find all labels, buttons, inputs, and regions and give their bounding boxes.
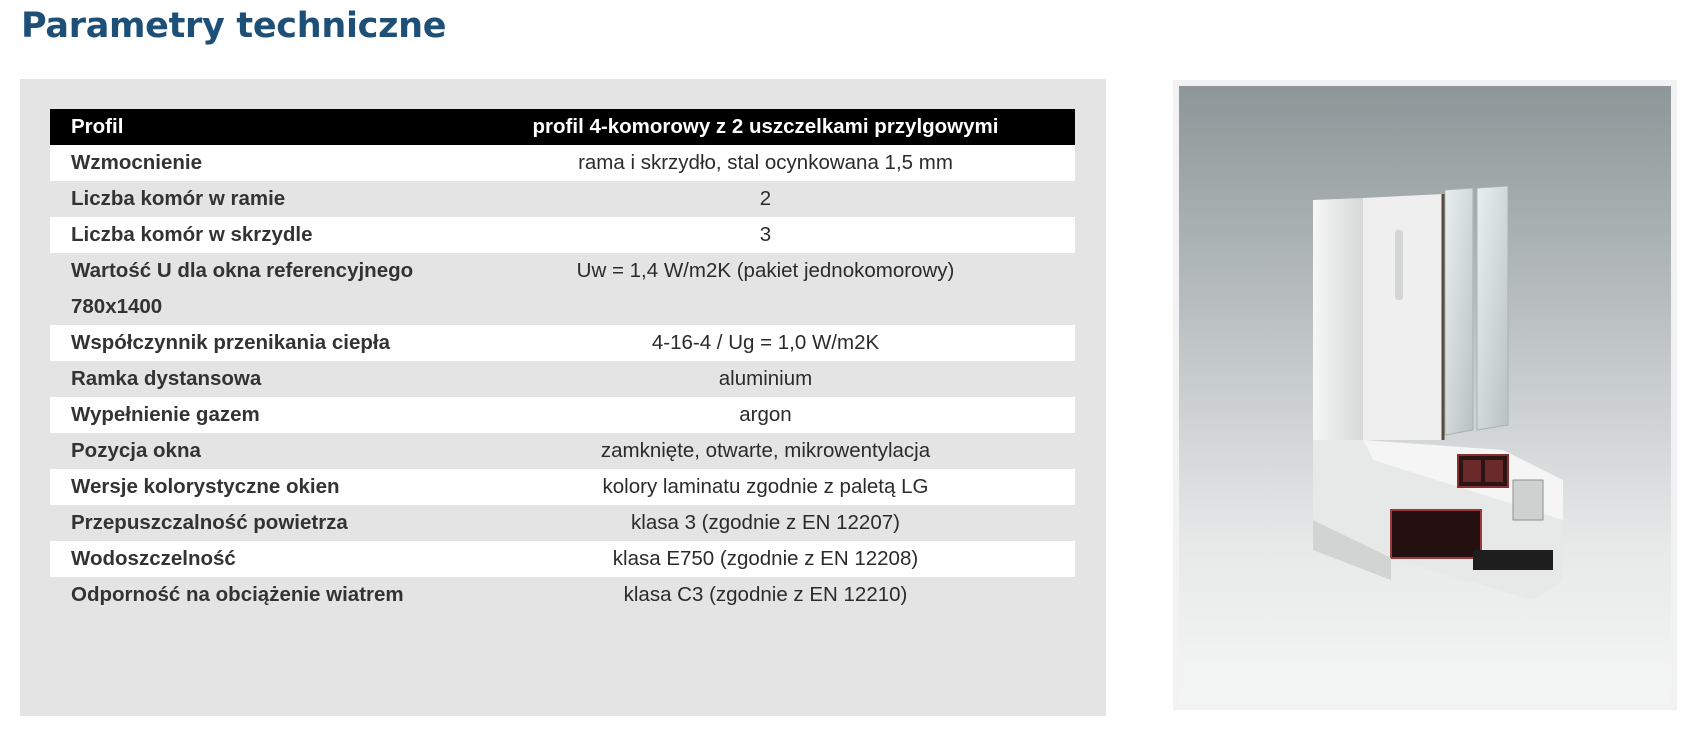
table-row bbox=[50, 577, 1075, 613]
table-row bbox=[50, 325, 1075, 361]
row-label: Wartość U dla okna referencyjnego 780x1400 bbox=[50, 253, 456, 325]
row-label: Wodoszczelność bbox=[50, 541, 456, 577]
row-value: kolory laminatu zgodnie z paletą LG bbox=[456, 469, 1075, 505]
row-value: klasa 3 (zgodnie z EN 12207) bbox=[456, 505, 1075, 541]
row-value: Uw = 1,4 W/m2K (pakiet jednokomorowy) bbox=[456, 253, 1075, 325]
page-title: Parametry techniczne bbox=[21, 6, 447, 46]
spec-panel bbox=[20, 79, 1106, 716]
row-label: Wzmocnienie bbox=[50, 145, 456, 181]
table-row bbox=[50, 181, 1075, 217]
row-value: klasa C3 (zgodnie z EN 12210) bbox=[456, 577, 1075, 613]
row-value: rama i skrzydło, stal ocynkowana 1,5 mm bbox=[456, 145, 1075, 181]
table-row bbox=[50, 397, 1075, 433]
row-value: 4-16-4 / Ug = 1,0 W/m2K bbox=[456, 325, 1075, 361]
row-label: Wypełnienie gazem bbox=[50, 397, 456, 433]
header-value: profil 4-komorowy z 2 uszczelkami przylgowymi bbox=[456, 109, 1075, 145]
table-row bbox=[50, 145, 1075, 181]
table-row bbox=[50, 361, 1075, 397]
table-row bbox=[50, 433, 1075, 469]
row-label: Przepuszczalność powietrza bbox=[50, 505, 456, 541]
row-label: Pozycja okna bbox=[50, 433, 456, 469]
table-row bbox=[50, 505, 1075, 541]
row-label: Liczba komór w skrzydle bbox=[50, 217, 456, 253]
window-profile-image bbox=[1173, 80, 1677, 710]
row-value: zamknięte, otwarte, mikrowentylacja bbox=[456, 433, 1075, 469]
row-value: aluminium bbox=[456, 361, 1075, 397]
row-value: argon bbox=[456, 397, 1075, 433]
window-profile-illustration bbox=[1173, 80, 1677, 710]
row-label: Współczynnik przenikania ciepła bbox=[50, 325, 456, 361]
table-row bbox=[50, 253, 1075, 325]
row-label: Liczba komór w ramie bbox=[50, 181, 456, 217]
row-value: 2 bbox=[456, 181, 1075, 217]
row-label: Wersje kolorystyczne okien bbox=[50, 469, 456, 505]
table-row bbox=[50, 469, 1075, 505]
row-label: Ramka dystansowa bbox=[50, 361, 456, 397]
row-value: 3 bbox=[456, 217, 1075, 253]
header-label: Profil bbox=[50, 109, 456, 145]
table-row bbox=[50, 217, 1075, 253]
spec-table bbox=[50, 109, 1075, 613]
table-header-row bbox=[50, 109, 1075, 145]
row-value: klasa E750 (zgodnie z EN 12208) bbox=[456, 541, 1075, 577]
table-row bbox=[50, 541, 1075, 577]
row-label: Odporność na obciążenie wiatrem bbox=[50, 577, 456, 613]
